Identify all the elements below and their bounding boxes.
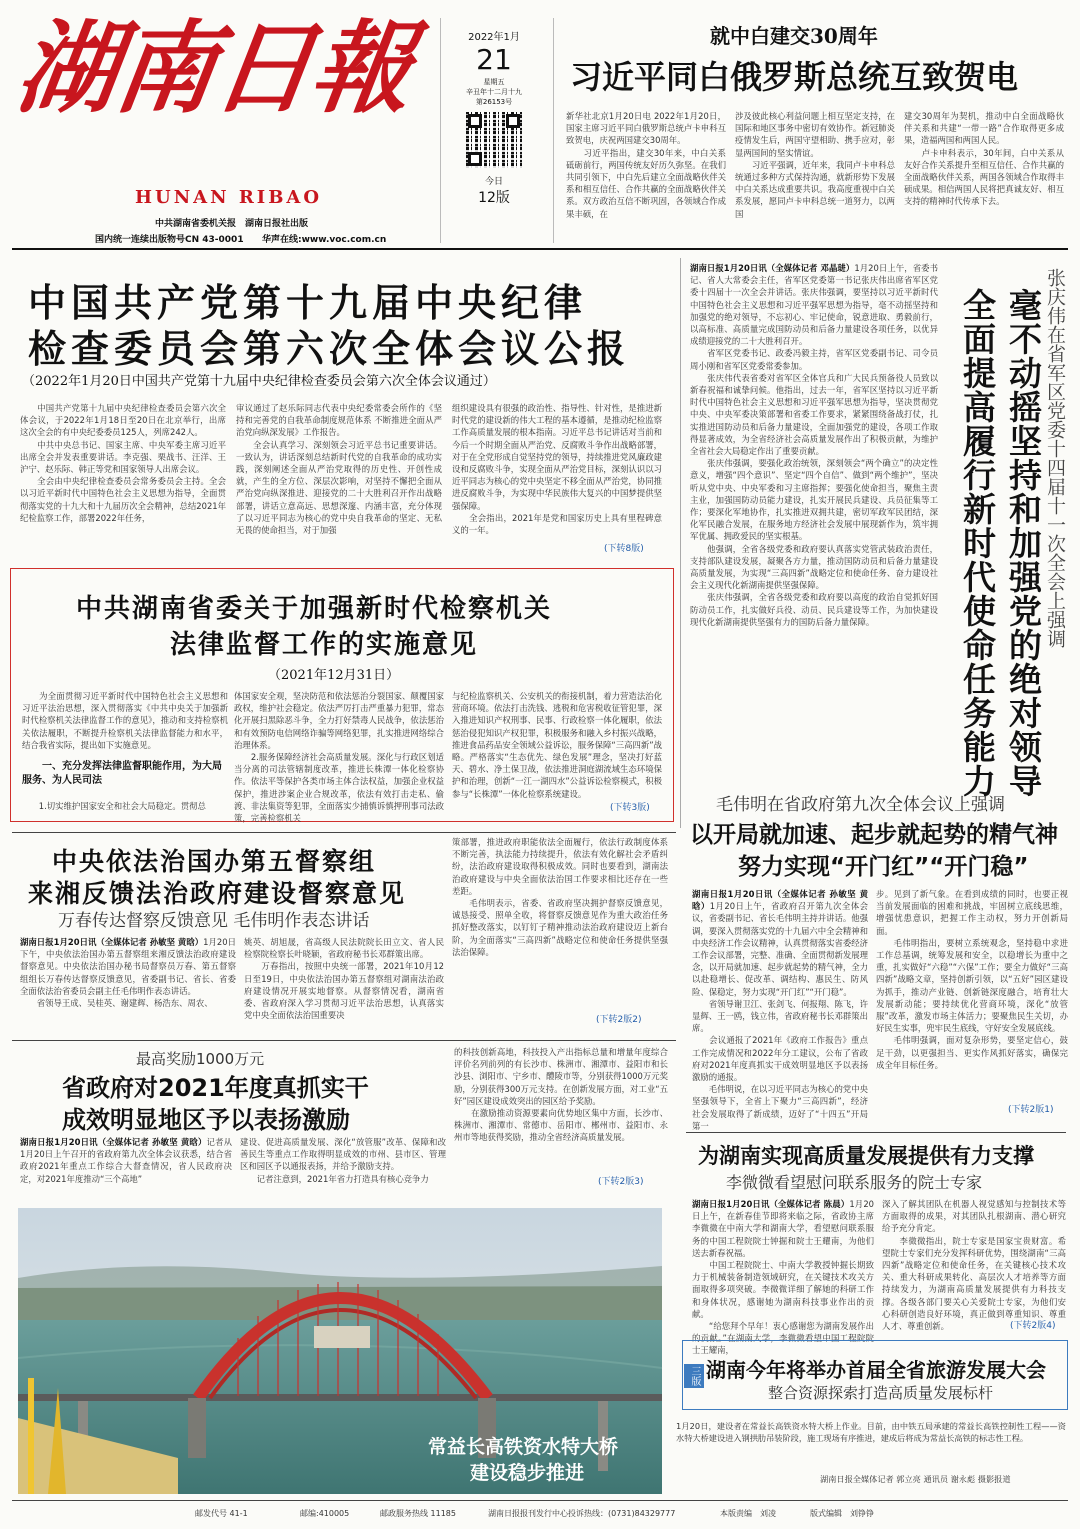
photo-description: 1月20日，建设者在常益长高铁资水特大桥上作业。目前，由中铁五局承建的常益长高铁控制性工程——资水特大桥建设进入钢拱肋吊装阶段，施工现场有序推进，建成后将成为常益长高铁的标志性工程。 xyxy=(676,1421,1066,1444)
academic-col2: 深入了解其团队在机器人视觉感知与控制技术等方面取得的成果，对其团队扎根湖南、潜心研究给予充分肯定。 李微微指出，院士专家是国家宝贵财富。希望院士专家们充分发挥科研优势，围绕湖南“三高四新”战略定位和使命任务，在关键核心技术攻关、重大科研成果转化、高层次人才培养等方面持续发力，为湖南高质量发展提供有力科技支撑。各级各部门要关心关爱院士专家，为他们安心科研创造良好环境，真正做到尊重知识、尊重人才、尊重创新。 xyxy=(882,1199,1066,1332)
mao-kicker: 毛伟明在省政府第九次全体会议上强调 xyxy=(716,795,1005,815)
academic-continue-link[interactable]: (下转2版4) xyxy=(1010,1321,1056,1331)
cpc-headline-1[interactable]: 中国共产党第十九届中央纪律 xyxy=(28,281,588,325)
award-headline-1[interactable]: 省政府对2021年度真抓实干 xyxy=(62,1074,369,1102)
footer-zip: 邮编:410005 xyxy=(300,1509,350,1518)
photo-credit: 湖南日报全媒体记者 郭立亮 通讯员 谢永彪 摄影报道 xyxy=(820,1474,1011,1484)
academic-subtitle: 李微微看望慰问联系服务的院士专家 xyxy=(726,1173,983,1192)
organizer-line: 中共湖南省委机关报 湖南日报社出版 xyxy=(155,219,309,229)
award-kicker: 最高奖励1000万元 xyxy=(136,1050,265,1068)
cpc-headline-2[interactable]: 检查委员会第六次全体会议公报 xyxy=(28,327,631,371)
law-continue-link[interactable]: (下转2版2) xyxy=(596,1015,642,1025)
cpc-col1: 中国共产党第十九届中央纪律检查委员会第六次全体会议，于2022年1月18日至20日在北京举行，出席这次全会的有中央纪委委员125人，列席242人。 中共中央总书记、国家主席、中央军委主席习近平出席全会并发表重要讲话。李克强、栗战书、汪洋、王沪宁、赵乐际、韩正等党和国家领导人出席会议。 全会由中央纪律检查委员会常务委员会主持。全会以习近平新时代中国特色社会主义思想为指导，全面贯彻落实党的十九大和十九届历次全会精神，总结2021年纪检监察工作，部署2022年任务， xyxy=(20,403,226,523)
cn-number: 国内统一连续出版物号CN 43-0001 xyxy=(95,235,244,245)
tourism-subtitle: 整合资源探索打造高质量发展标杆 xyxy=(768,1384,994,1402)
issue-number: 第26153号 xyxy=(475,98,513,106)
photo-caption-1: 常益长高铁资水特大桥 xyxy=(428,1436,619,1458)
mao-col1-text: 1月20日上午，省政府召开第九次全体会议，省委副书记、省长毛伟明主持并讲话。他强调，要深入贯彻落实党的十九届六中全会精神和中央经济工作会议精神，认真贯彻落实省委经济工作会议部署，完整、准确、全面贯彻新发展理念，以开局就加速、起步就起势的精气神，全力以赴稳增长、促改革、调结构、惠民生、防风险、保稳定，努力实现“开门红”“开门稳”。 省领导谢卫江、张剑飞、何报翔、陈飞，许显辉、王一鸥，钱立伟，省政府秘书长邓群策出席。 会议通报了2021年《政府工作报告》重点工作完成情况和2022年分工建议，公布了省政府对2021年度真抓实干成效明显地区予以表扬激励的通报。 毛伟明说，在以习近平同志为核心的党中央坚强领导下，全省上下聚力“三高四新”，经济社会发展取得了新成绩，迈好了“十四五”开局第一 xyxy=(692,901,869,1131)
newspaper-logo: 湖南日報 xyxy=(9,9,419,127)
hunan-col1b: 1.切实维护国家安全和社会大局稳定。贯彻总 xyxy=(22,801,206,811)
zhang-body xyxy=(690,262,938,762)
mao-headline-1[interactable]: 以开局就加速、起步就起势的精气神 xyxy=(690,822,1058,848)
academic-col1-text: 1月20日上午，在新春佳节即将来临之际，省政协主席李微微在中南大学和湖南大学，看望慰问联系服务的中国工程院院士钟掘和院士王耀南，为他们送去新春祝福。 中国工程院院士、中南大学教授钟掘长期致力于机械装备制造领域研究，在关键技术攻关方面取得多项突破。李微微详细了解她的科研工作和身体状况，感谢她为湖南科技事业作出的贡献。 “给您拜个早年！衷心感谢您为湖南发展作出的贡献。”在湖南大学，李微微看望中国工程院院士王耀南， xyxy=(692,1199,874,1356)
academic-byline: 湖南日报1月20日讯（全媒体记者 陈晨） xyxy=(692,1199,850,1209)
academic-col1 xyxy=(692,1198,874,1356)
award-col1-text: 记者从1月20日上午召开的省政府第九次全体会议获悉，结合省政府2021年重点工作综合大督查情况，省人民政府决定，对2021年度推动“三个高地” xyxy=(20,1137,233,1184)
page-count: 12版 xyxy=(478,190,510,206)
hunan-col1: 为全面贯彻习近平新时代中国特色社会主义思想和习近平法治思想，深入贯彻落实《中共中央关于加强新时代检察机关法律监督工作的意见》，推动和支持检察机关依法履职，不断提升检察机关法律监督能力和水平，结合我省实际，提出如下实施意见。 xyxy=(22,691,228,750)
date-year-month: 2022年1月 xyxy=(468,32,520,43)
lead-kicker: 就中白建交30周年 xyxy=(710,24,878,48)
website: 华声在线:www.voc.com.cn xyxy=(262,235,387,245)
law-col1 xyxy=(20,936,236,1026)
date-day: 21 xyxy=(476,43,512,76)
mao-continue-link[interactable]: (下转2版1) xyxy=(1008,1105,1054,1115)
footer-postal-code: 邮发代号 41-1 xyxy=(195,1509,248,1518)
lead-headline[interactable]: 习近平同白俄罗斯总统互致贺电 xyxy=(570,58,1019,96)
mao-headline-2[interactable]: 努力实现“开门红”“开门稳” xyxy=(738,854,1029,880)
law-headline-1[interactable]: 中央依法治国办第五督察组 xyxy=(52,847,377,876)
footer-editor: 本版责编 刘凌 xyxy=(720,1509,776,1518)
logo-pinyin: HUNAN RIBAO xyxy=(135,187,323,208)
photo-caption-2: 建设稳步推进 xyxy=(470,1462,585,1484)
date-block xyxy=(440,28,548,248)
cpc-col3: 组织建设具有很强的政治性、指导性、针对性，是推进新时代党的建设新的伟大工程的基本遵循，是推动纪检监察工作高质量发展的根本指南。习近平总书记讲话对当前和今后一个时期全面从严治党、反腐败斗争作出战略部署，对于在全党形成自觉坚持党的领导，持续推进党风廉政建设和反腐败斗争，实现全面从严治党目标，深刻认识以习近平同志为核心的党中央坚定不移全面从严治党，协同推进反腐败斗争，为实现中华民族伟大复兴的中国梦提供坚强保障。 全会指出，2021年是党和国家历史上具有里程碑意义的一年。 xyxy=(452,403,662,536)
cpc-continue-link[interactable]: (下转8版) xyxy=(604,544,644,554)
hunan-date: （2021年12月31日） xyxy=(268,668,400,683)
tourism-badge[interactable]: 三版 xyxy=(684,1364,704,1388)
zhang-body-text: 1月20日上午，省委书记、省人大常委会主任，省军区党委第一书记张庆伟出席省军区党委十四届十一次全会并讲话。张庆伟强调，要坚持以习近平新时代中国特色社会主义思想和习近平强军思想为指导，毫不动摇坚持和加强党的绝对领导，不忘初心、牢记使命，锐意进取、勇毅前行，以高标准、高质量完成国防动员和后备力量建设各项任务，以优异成绩迎接党的二十大胜利召开。 省军区党委书记、政委冯毅主持，省军区党委副书记、司令员周小刚和省军区党委常委参加。 张庆伟代表省委对省军区全体官兵和广大民兵预备役人员致以新春祝福和诚挚问候。他指出，过去一年，省军区坚持以习近平新时代中国特色社会主义思想和习近平强军思想为指导，坚决贯彻党中央、中央军委决策部署和省委工作要求，紧紧围绕备战打仗，扎实推进国防动员和后备力量建设，全面加强党的建设，各项工作取得显著成效，为全省经济社会高质量发展作出了积极贡献，为维护全省社会大局稳定作出了重要贡献。 张庆伟强调，要强化政治统领，深刻领会“两个确立”的决定性意义，增强“四个意识”、坚定“四个自信”、做到“两个维护”，坚决听从党中央、中央军委和习主席指挥；要强化使命担当，聚焦主责主业，加强国防动员能力建设，扎实开展民兵建设、兵员征集等工作；要深化军地协作，扎实推进双拥共建，密切军政军民团结，深化军民融合发展，在服务地方经济社会发展中展现新作为，筑牢拥军优属、拥政爱民的坚实根基。 他强调，全省各级党委和政府要认真落实党管武装政治责任，支持部队建设发展，凝聚各方力量，推动国防动员和后备力量建设高质量发展，为实现“三高四新”战略定位和使命任务、奋力建设社会主义现代化新湖南提供坚强保障。 张庆伟强调，全省各级党委和政府要以高度的政治自觉抓好国防动员工作，扎实做好兵役、动员、民兵建设等工作，为加快建设现代化新湖南提供坚强有力的国防后备力量保障。 xyxy=(690,263,938,627)
award-headline-2[interactable]: 成效明显地区予以表扬激励 xyxy=(62,1106,350,1134)
hunan-section-heading: 一、充分发挥法律监督职能作用，为大局服务、为人民司法 xyxy=(22,761,222,786)
law-headline-2[interactable]: 来湘反馈法治政府建设督察意见 xyxy=(28,879,407,908)
cpc-col2: 审议通过了赵乐际同志代表中央纪委常委会所作的《坚持和完善党的自我革命制度规范体系 不断推进全面从严治党向纵深发展》工作报告。 全会认真学习、深刻领会习近平总书记重要讲话。一致认为，讲话深刻总结新时代党的自我革命的成功实践，深刻阐述全面从严治党取得的历史性、开创性成就，产生的全方位、深层次影响，对坚持不懈把全面从严治党向纵深推进、迎接党的二十大胜利召开作出战略部署，讲话立意高远、思想深邃、内涵丰富，充分体现了以习近平同志为核心的党中央自我革命的坚定、无私无畏的使命担当，对于加强 xyxy=(236,403,442,536)
footer-rule xyxy=(12,1500,1068,1501)
zhang-byline: 湖南日报1月20日讯（全媒体记者 邓晶琎） xyxy=(690,263,855,273)
award-col1 xyxy=(20,1136,232,1188)
hunan-continue-link[interactable]: (下转3版) xyxy=(610,803,650,813)
law-subtitle: 万春传达督察反馈意见 毛伟明作表态讲话 xyxy=(58,911,370,931)
weekday: 星期五 xyxy=(483,78,505,86)
zhang-headline-col1[interactable]: 毫不动摇坚持和加强党的绝对领导 xyxy=(1004,288,1043,798)
award-byline: 湖南日报1月20日讯（全媒体记者 孙敏坚 黄晗） xyxy=(20,1137,207,1147)
hunan-col3: 与纪检监察机关、公安机关的衔接机制，着力营造法治化营商环境。依法打击洗钱、逃税和危害税收征管犯罪，深入推进知识产权刑事、民事、行政检察一体化履职，依法惩治侵犯知识产权犯罪，积极服务和融入乡村振兴战略，推进食品药品安全领域公益诉讼，服务保障“三高四新”战略。严格落实“生态优先、绿色发展”理念，坚决打好蓝天、碧水、净土保卫战，依法推进洞庭湖流域生态环境保护和治理，创新“一江一湖四水”公益诉讼检察模式，积极参与“长株潭”一体化检察系统建设。 xyxy=(452,691,662,799)
mao-col2: 步。见到了新气象。在看到成绩的同时，也要正视当前发展面临的困难和挑战，牢固树立底线思维，增强忧患意识，把握工作主动权，努力开创新局面。 毛伟明指出，要树立系统观念，坚持稳中求进工作总基调，统筹发展和安全，以稳增长为重中之重，扎实做好“六稳”“六保”工作；要全力做好“三高四新”战略文章，坚持创新引领，以“五好”园区建设为抓手，推动产业链、创新链深度融合，培育壮大发展新动能；要持续优化营商环境，深化“放管服”改革，激发市场主体活力；要聚焦民生关切，办好民生实事，兜牢民生底线，守好安全发展底线。 毛伟明强调，面对复杂形势，要坚定信心，鼓足干劲，以更强担当、更实作风抓好落实，确保完成全年目标任务。 xyxy=(876,889,1068,1070)
footer-hotline: 邮政服务热线 11185 xyxy=(380,1509,456,1518)
tourism-headline[interactable]: 湖南今年将举办首届全省旅游发展大会 xyxy=(706,1358,1046,1382)
masthead-rule xyxy=(12,248,1068,250)
mao-col1 xyxy=(692,888,869,1131)
lead-col2: 涉及彼此核心利益问题上相互坚定支持，在国际和地区事务中密切有效协作。新冠肺炎疫情发生后，两国守望相助、携手应对，彰显两国间的坚实情谊。 习近平强调，近年来，我同卢卡申科总统通过多种方式保持沟通，就新形势下发展中白关系达成重要共识。我高度重视中白关系发展，愿同卢卡申科总统一道努力，以两国 xyxy=(735,111,895,219)
lead-col1: 新华社北京1月20日电 2022年1月20日，国家主席习近平同白俄罗斯总统卢卡申科互致贺电，庆祝两国建交30周年。 习近平指出，建交30年来，中白关系砥砺前行，两国传统友好历久弥坚。在我们共同引领下，中白先后建立全面战略伙伴关系和相互信任、合作共赢的全面战略伙伴关系。双方政治互信不断巩固，各领域合作成果丰硕，在 xyxy=(566,111,726,219)
award-col3: 的科技创新高地，科技投入产出指标总量和增量年度综合评价名列前列的有长沙市、株洲市、湘潭市、益阳市和长沙县、浏阳市、宁乡市、醴陵市等，分别获得1000万元奖励，分别获得300万元支持。在创新发展方面，对工业“五好”园区建设成效突出的园区给予奖励。 在激励推动资源要素向优势地区集中方面，长沙市、株洲市、湘潭市、常德市、岳阳市、郴州市、益阳市、永州市等地获得奖励，推动全省经济高质量发展。 xyxy=(454,1047,668,1143)
mao-byline: 湖南日报1月20日讯（全媒体记者 孙敏坚 黄晗） xyxy=(692,889,868,912)
academic-headline[interactable]: 为湖南实现高质量发展提供有力支撑 xyxy=(698,1144,1034,1168)
lead-col3: 建交30周年为契机，推动中白全面战略伙伴关系和共建“一带一路”合作取得更多成果，造福两国和两国人民。 卢卡申科表示，30年间，白中关系从友好合作关系提升至相互信任、合作共赢的全面战略伙伴关系，两国各领域合作取得丰硕成果。相信两国人民将把真诚友好、相互支持的精神时代传承下去。 xyxy=(904,111,1064,207)
hunan-headline-1[interactable]: 中共湖南省委关于加强新时代检察机关 xyxy=(76,594,553,624)
today-label: 今日 xyxy=(484,177,503,187)
zhang-kicker: 张庆伟在省军区党委十四届十一次全会上强调 xyxy=(1044,268,1066,648)
law-col3: 策部署，推进政府职能依法全面履行，依法行政制度体系不断完善，执法能力持续提升，依法有效化解社会矛盾纠纷，法治政府建设取得积极成效。同时也要看到，湖南法治政府建设与中央全面依法治国工作要求相比还存在一些差距。 毛伟明表示，省委、省政府坚决拥护督察反馈意见，诚恳接受、照单全收，将督察反馈意见作为重大政治任务抓好整改落实，以钉钉子精神推动法治政府建设迈上新台阶，为全面落实“三高四新”战略定位和使命任务提供坚强法治保障。 xyxy=(452,837,668,957)
award-continue-link[interactable]: (下转2版3) xyxy=(598,1177,644,1187)
hunan-headline-2[interactable]: 法律监督工作的实施意见 xyxy=(170,630,479,660)
law-col2: 姚英、胡旭晟，省高级人民法院院长田立文、省人民检察院检察长叶晓颖，省政府秘书长邓群策出席。 万春指出，按照中央统一部署，2021年10月12日至19日，中央依法治国办第五督察组对湖南法治政府建设情况开展实地督察。从督察情况看，湖南省委、省政府深入学习贯彻习近平法治思想，认真落实党中央全面依法治国重要决 xyxy=(244,937,444,1021)
law-col1-text: 1月20日下午，中央依法治国办第五督察组来湘反馈法治政府建设督察意见。中央依法治国办秘书局督察员万春、第五督察组组长万春传达督察反馈意见，省委副书记、省长、省委全面依法治省委员会副主任毛伟明作表态讲话。 省领导王成、吴桂英、谢建辉、杨浩东、周农、 xyxy=(20,937,236,1009)
hunan-col2: 体国家安全观，坚决防范和依法惩治分裂国家、颠覆国家政权，维护社会稳定。依法严厉打击严重暴力犯罪，常态化开展扫黑除恶斗争，全力打好禁毒人民战争，依法惩治和有效预防电信网络诈骗等网络犯罪，扎实推进网络综合治理体系。 2.服务保障经济社会高质量发展。深化与行政区划适当分离的司法管辖制度改革，推进长株潭一体化检察协作。依法平等保护各类市场主体合法权益，加强企业权益保护，推进涉案企业合规改革，依法有效打击走私、偷渡、非法集资等犯罪，全面落实少捕慎诉慎押刑事司法政策，完善检察机关 xyxy=(234,691,444,824)
award-col2: 建设、促进高质量发展、深化“放管服”改革、保障和改善民生等重点工作取得明显成效的市州、县市区、管理区和园区予以通报表扬，并给予激励支持。 记者注意到，2021年省力打造具有核心竞争力 xyxy=(240,1137,446,1184)
lunar-date: 辛丑年十二月十九 xyxy=(466,88,522,96)
qr-code xyxy=(466,112,522,168)
footer-layout-editor: 版式编辑 刘铮铮 xyxy=(810,1509,874,1518)
law-byline: 湖南日报1月20日讯（全媒体记者 孙敏坚 黄晗） xyxy=(20,937,204,947)
zhang-headline-col2[interactable]: 全面提高履行新时代使命任务能力 xyxy=(958,288,997,798)
cpc-subtitle: （2022年1月20日中国共产党第十九届中央纪律检查委员会第六次全体会议通过） xyxy=(22,374,496,389)
footer-complaint: 湖南日报报刊发行中心投诉热线：(0731)84329777 xyxy=(488,1509,676,1518)
